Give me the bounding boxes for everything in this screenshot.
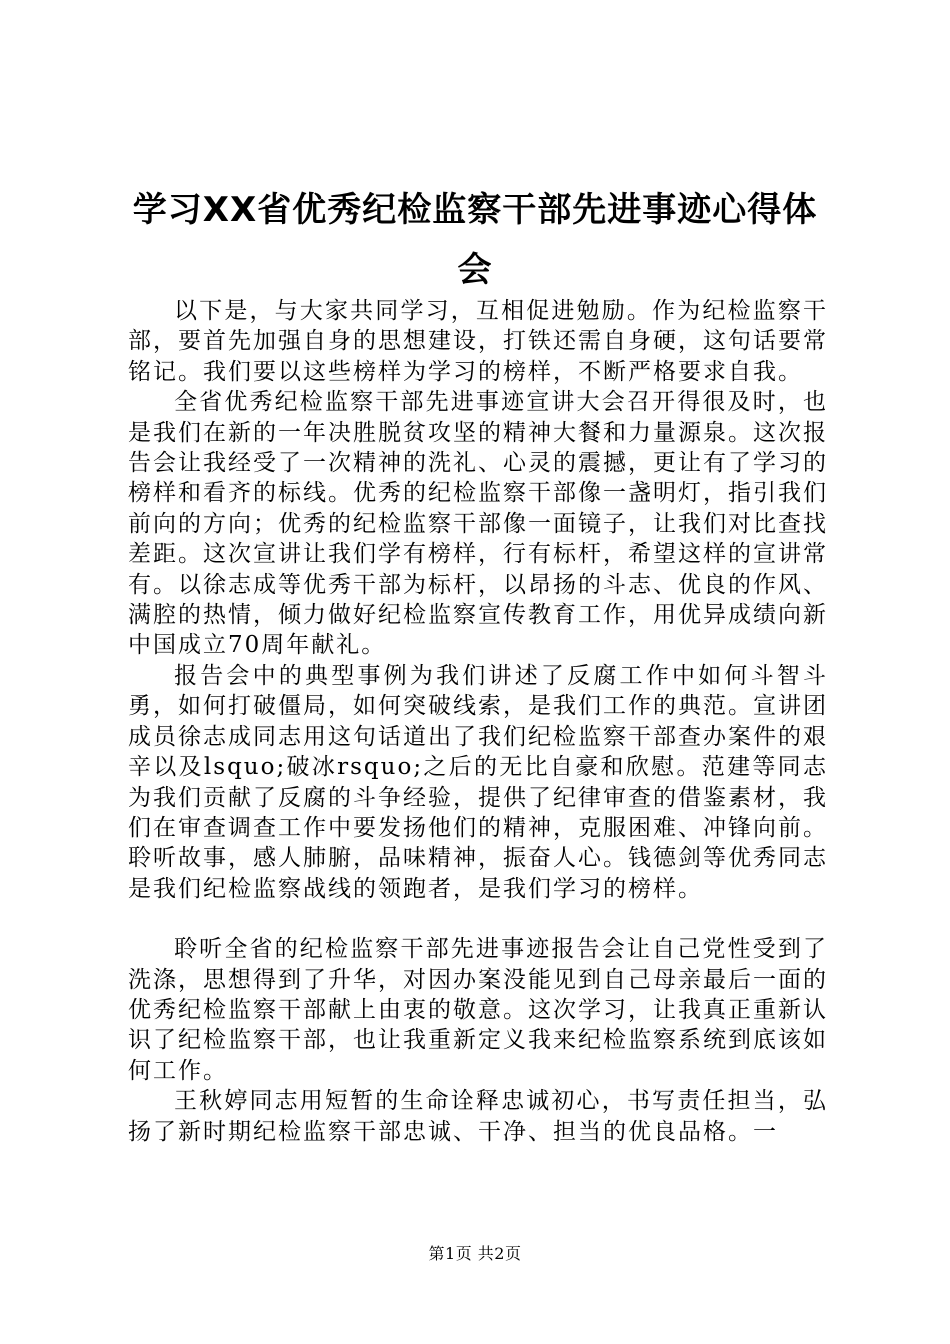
paragraph: 王秋婷同志用短暂的生命诠释忠诚初心，书写责任担当，弘扬了新时期纪检监察干部忠诚、干净、担当的优良品格。一 bbox=[128, 1088, 828, 1145]
document-title: 学习XX省优秀纪检监察干部先进事迹心得体会 bbox=[132, 190, 818, 290]
paragraph: 全省优秀纪检监察干部先进事迹宣讲大会召开得很及时，也是我们在新的一年决胜脱贫攻坚的精神大餐和力量源泉。这次报告会让我经受了一次精神的洗礼、心灵的震撼，更让有了学习的榜样和看齐的标线。优秀的纪检监察干部像一盏明灯，指引我们前向的方向；优秀的纪检监察干部像一面镜子，让我们对比查找差距。这次宣讲让我们学有榜样，行有标杆，希望这样的宣讲常有。以徐志成等优秀干部为标杆，以昂扬的斗志、优良的作风、满腔的热情，倾力做好纪检监察宣传教育工作，用优异成绩向新中国成立70周年献礼。 bbox=[128, 389, 828, 659]
paragraph: 以下是，与大家共同学习，互相促进勉励。作为纪检监察干部，要首先加强自身的思想建设，打铁还需自身硬，这句话要常铭记。我们要以这些榜样为学习的榜样，不断严格要求自我。 bbox=[128, 298, 828, 385]
paragraph: 报告会中的典型事例为我们讲述了反腐工作中如何斗智斗勇，如何打破僵局，如何突破线索，是我们工作的典范。宣讲团成员徐志成同志用这句话道出了我们纪检监察干部查办案件的艰辛以及lsquo;破冰rsquo;之后的无比自豪和欣慰。范建等同志为我们贡献了反腐的斗争经验，提供了纪律审查的借鉴素材，我们在审查调查工作中要发扬他们的精神，克服困难、冲锋向前。聆听故事，感人肺腑，品味精神，振奋人心。钱德剑等优秀同志是我们纪检监察战线的领跑者，是我们学习的榜样。 bbox=[128, 662, 828, 902]
paragraph: 聆听全省的纪检监察干部先进事迹报告会让自己党性受到了洗涤，思想得到了升华，对因办案没能见到自己母亲最后一面的优秀纪检监察干部献上由衷的敬意。这次学习，让我真正重新认识了纪检监察干部，也让我重新定义我来纪检监察系统到底该如何工作。 bbox=[128, 936, 828, 1084]
page-number-footer: 第1页 共2页 bbox=[428, 1244, 522, 1263]
document-body bbox=[128, 296, 828, 1147]
